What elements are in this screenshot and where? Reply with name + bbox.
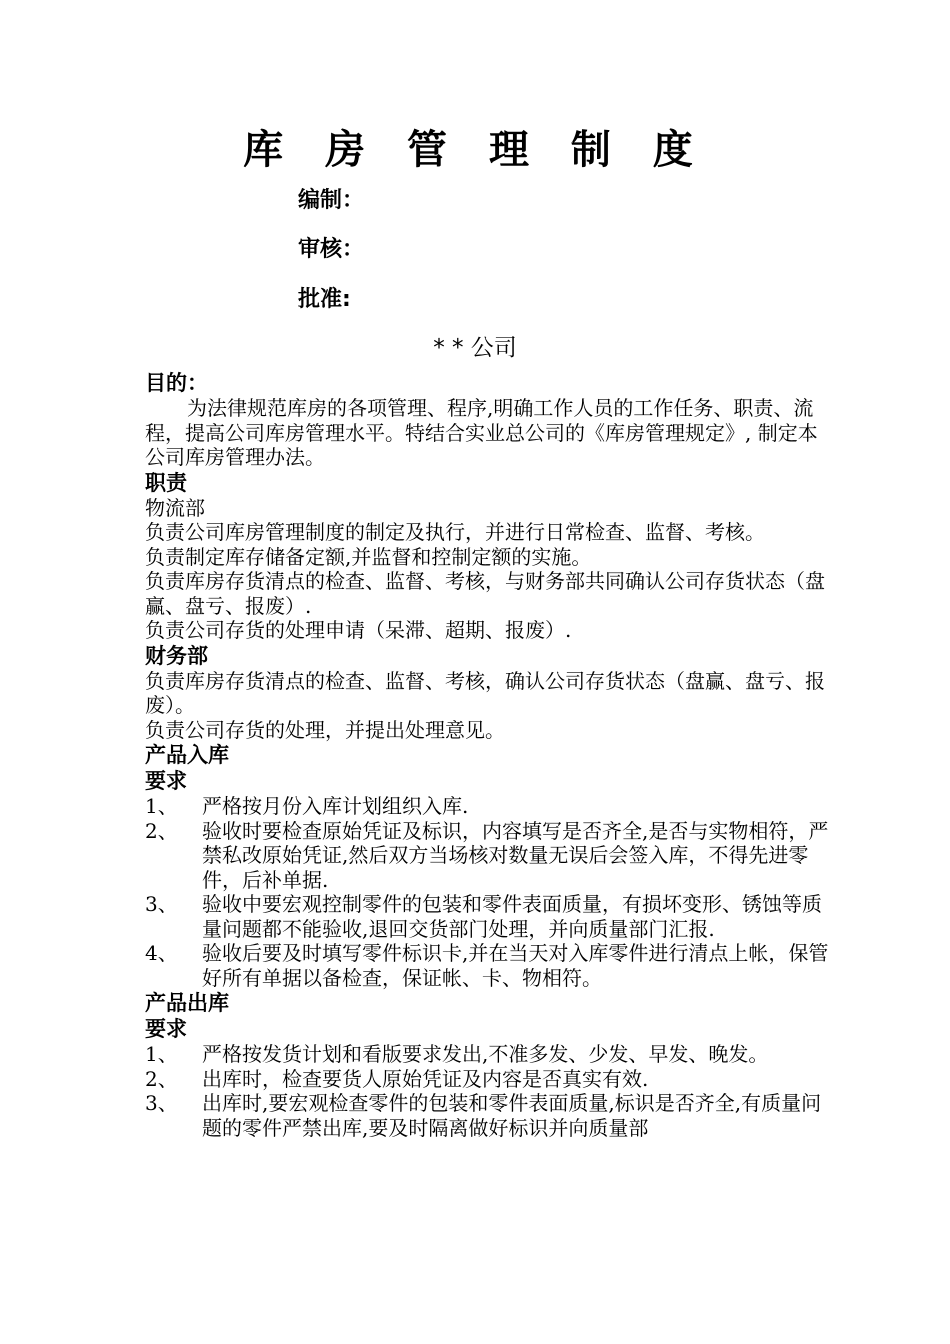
list-item	[145, 1091, 835, 1140]
list-item-number: 4、	[145, 941, 178, 965]
list-item-text: 验收后要及时填写零件标识卡,并在当天对入库零件进行清点上帐，保管好所有单据以备检查，保证帐、卡、物相符。	[202, 941, 829, 990]
document-title: 库 房 管 理 制 度	[243, 127, 707, 173]
list-item	[145, 819, 835, 893]
logistics-duty: 负责公司库房管理制度的制定及执行，并进行日常检查、监督、考核。	[145, 520, 765, 544]
list-item-number: 3、	[145, 892, 178, 916]
purpose-heading: 目的：	[145, 371, 208, 395]
compiler-label: 编制：	[298, 188, 365, 213]
list-item-text: 出库时，检查要货人原始凭证及内容是否真实有效.	[202, 1066, 649, 1091]
outbound-heading: 产品出库	[145, 991, 229, 1015]
list-item-number: 2、	[145, 818, 178, 843]
list-item-text: 严格按月份入库计划组织入库.	[202, 794, 469, 818]
finance-dept-heading: 财务部	[145, 643, 208, 668]
list-item	[145, 892, 835, 941]
logistics-duty: 负责库房存货清点的检查、监督、考核，与财务部共同确认公司存货状态（盘赢、盘亏、报废）.	[145, 569, 825, 618]
list-item-text: 严格按发货计划和看版要求发出,不准多发、少发、早发、晚发。	[202, 1042, 769, 1066]
finance-duty: 负责库房存货清点的检查、监督、考核，确认公司存货状态（盘赢、盘亏、报废）。	[145, 668, 825, 717]
list-item-number: 2、	[145, 1066, 178, 1091]
list-item-text: 验收时要检查原始凭证及标识，内容填写是否齐全,是否与实物相符，严禁私改原始凭证,然后双方当场核对数量无误后会签入库，不得先进零件，后补单据.	[202, 818, 829, 892]
list-item-text: 验收中要宏观控制零件的包装和零件表面质量，有损坏变形、锈蚀等质量问题都不能验收,退回交货部门处理，并向质量部门汇报.	[202, 892, 822, 941]
logistics-duty: 负责公司存货的处理申请（呆滞、超期、报废）.	[145, 618, 572, 642]
logistics-dept-name: 物流部	[145, 495, 205, 520]
inbound-requirements-heading: 要求	[145, 769, 187, 793]
list-item	[145, 794, 835, 819]
purpose-text: 为法律规范库房的各项管理、程序,明确工作人员的工作任务、职责、流程，提高公司库房管理水平。特结合实业总公司的《库房管理规定》, 制定本公司库房管理办法。	[145, 396, 818, 469]
duties-heading: 职责	[145, 470, 187, 495]
list-item-number: 1、	[145, 1042, 178, 1066]
list-item-text: 出库时,要宏观检查零件的包装和零件表面质量,标识是否齐全,有质量问题的零件严禁出库,要及时隔离做好标识并向质量部	[202, 1091, 822, 1140]
list-item	[145, 1067, 835, 1092]
list-item	[145, 1042, 835, 1067]
reviewer-label: 审核：	[298, 237, 365, 262]
finance-duty: 负责公司存货的处理，并提出处理意见。	[145, 717, 505, 742]
document-body	[145, 370, 835, 1140]
logistics-duty: 负责制定库存储备定额,并监督和控制定额的实施。	[145, 544, 592, 569]
list-item	[145, 941, 835, 990]
list-item-number: 3、	[145, 1091, 178, 1115]
company-name: * * 公司	[433, 335, 517, 361]
inbound-heading: 产品入库	[145, 743, 229, 767]
list-item-number: 1、	[145, 794, 178, 818]
approver-label: 批准:	[298, 287, 351, 312]
outbound-requirements-heading: 要求	[145, 1017, 187, 1041]
